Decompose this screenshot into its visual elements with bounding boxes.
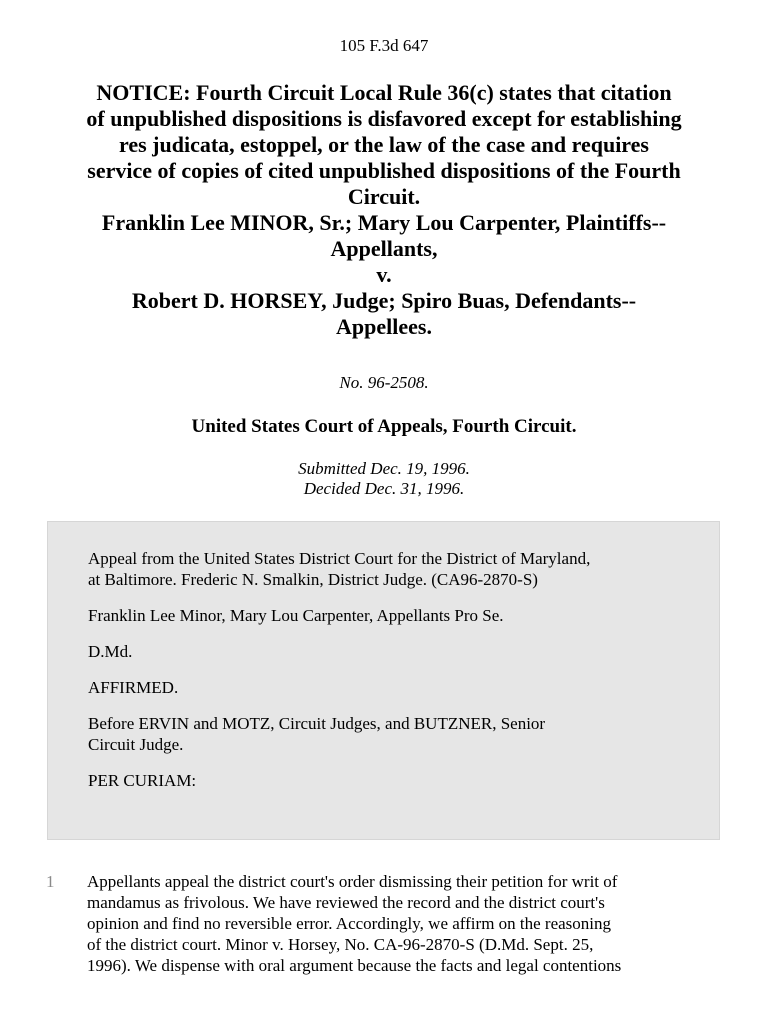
- paragraph-line: of the district court. Minor v. Horsey, No. CA-96-2870-S (D.Md. Sept. 25,: [87, 935, 594, 954]
- appellants-line: Franklin Lee MINOR, Sr.; Mary Lou Carpenter, Plaintiffs--: [101, 210, 667, 235]
- panel: [88, 713, 679, 755]
- paragraph-number: 1: [46, 872, 55, 891]
- submitted-date: Submitted Dec. 19, 1996.: [298, 459, 470, 478]
- paragraph-line: opinion and find no reversible error. Accordingly, we affirm on the reasoning: [87, 914, 612, 933]
- docket-number: No. 96-2508.: [339, 373, 429, 392]
- versus: v.: [376, 262, 392, 287]
- disposition: AFFIRMED.: [88, 678, 179, 697]
- per-curiam: PER CURIAM:: [88, 771, 197, 790]
- appeal-from: [88, 548, 679, 590]
- panel-line: Before ERVIN and MOTZ, Circuit Judges, and BUTZNER, Senior: [88, 714, 546, 733]
- paragraph-line: Appellants appeal the district court's order dismissing their petition for writ of: [87, 872, 618, 891]
- case-dates: [0, 459, 768, 499]
- notice-line: Circuit.: [347, 184, 421, 209]
- appeal-from-line: at Baltimore. Frederic N. Smalkin, District Judge. (CA96-2870-S): [88, 570, 538, 589]
- paragraph-line: mandamus as frivolous. We have reviewed the record and the district court's: [87, 893, 605, 912]
- paragraph-text: [87, 871, 727, 976]
- notice-line: of unpublished dispositions is disfavored except for establishing: [86, 106, 682, 131]
- notice-line: res judicata, estoppel, or the law of the case and requires: [118, 132, 649, 157]
- citation-header: 105 F.3d 647: [339, 36, 429, 55]
- case-title-block: [40, 80, 728, 340]
- appellees-line: Appellees.: [336, 314, 432, 339]
- counsel: Franklin Lee Minor, Mary Lou Carpenter, Appellants Pro Se.: [88, 606, 504, 625]
- venue: D.Md.: [88, 642, 133, 661]
- court-name: United States Court of Appeals, Fourth Circuit.: [191, 416, 577, 437]
- decided-date: Decided Dec. 31, 1996.: [303, 479, 465, 498]
- appellants-line: Appellants,: [330, 236, 438, 261]
- paragraph-line: 1996). We dispense with oral argument because the facts and legal contentions: [87, 956, 622, 975]
- appeal-from-line: Appeal from the United States District Court for the District of Maryland,: [88, 549, 591, 568]
- notice-line: service of copies of cited unpublished dispositions of the Fourth: [87, 158, 681, 183]
- prelim-box: [47, 521, 720, 840]
- appellees-line: Robert D. HORSEY, Judge; Spiro Buas, Defendants--: [131, 288, 637, 313]
- notice-line: NOTICE: Fourth Circuit Local Rule 36(c) states that citation: [96, 80, 672, 105]
- panel-line: Circuit Judge.: [88, 735, 184, 754]
